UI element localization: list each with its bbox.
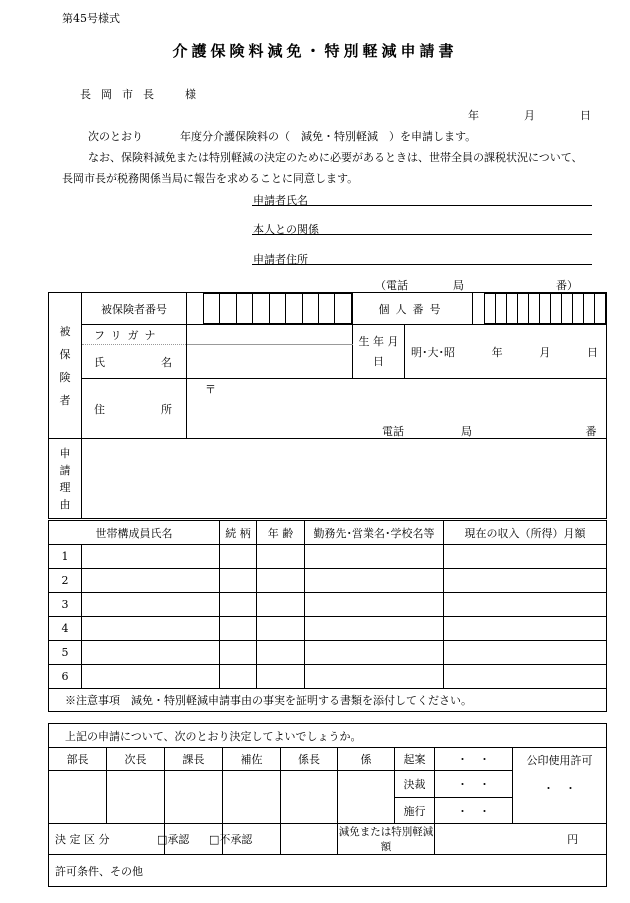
relation-cell[interactable] [220, 641, 257, 665]
birth-date-field[interactable] [405, 325, 607, 379]
name-label: 氏 名 [82, 345, 187, 379]
table-row [49, 617, 607, 641]
intro-line-1b: 年度分介護保険料の（ 減免・特別軽減 ）を申請します。 [180, 130, 477, 143]
insured-table: 被 保 険 者 被保険者番号 個人番号 フリガナ 生 年 月 日 明･大･昭 年 月 日 氏 名 住 所 〒 電話 局 番 申 請 理 由 [48, 292, 607, 519]
mynumber-label: 個人番号 [353, 293, 473, 325]
age-cell[interactable] [257, 545, 305, 569]
row-number: 6 [49, 665, 82, 689]
conditions-label: 許可条件、その他 [55, 864, 143, 878]
applicant-phone-kyoku: 局 [453, 279, 464, 292]
applicant-name-label: 申請者氏名 [253, 194, 308, 207]
row-number: 2 [49, 569, 82, 593]
applicant-address-field[interactable] [252, 264, 592, 265]
decision-spacer [281, 824, 338, 855]
relation-cell[interactable] [220, 545, 257, 569]
intro-line-3: 長岡市長が税務関係当局に報告を求めることに同意します。 [62, 172, 359, 185]
member-name-cell[interactable] [82, 617, 220, 641]
relation-cell[interactable] [220, 617, 257, 641]
amount-unit: 円 [567, 833, 579, 846]
member-name-cell[interactable] [82, 665, 220, 689]
applicant-phone-ban: 番） [556, 279, 578, 292]
reason-field[interactable] [82, 439, 607, 519]
date-line [468, 107, 591, 123]
name-field[interactable] [187, 345, 353, 379]
process-value-kian[interactable]: ・ ・ [435, 748, 513, 771]
decision-label: 決 定 区 分 [49, 824, 165, 855]
applicant-relation-label: 本人との関係 [253, 223, 319, 236]
date-month: 月 [524, 109, 535, 122]
reason-side-label: 申 請 理 由 [49, 439, 82, 519]
table-row [49, 665, 607, 689]
member-name-cell[interactable] [82, 641, 220, 665]
age-cell[interactable] [257, 665, 305, 689]
row-number: 5 [49, 641, 82, 665]
page-title: 介護保険料減免・特別軽減申請書 [172, 42, 458, 60]
table-row [49, 641, 607, 665]
workplace-cell[interactable] [305, 545, 444, 569]
process-value-seko[interactable]: ・ ・ [435, 798, 513, 824]
approve-checkbox[interactable]: □承認 [165, 824, 223, 855]
household-header-workplace: 勤務先･営業名･学校名等 [305, 521, 444, 545]
seal-value: ・ ・ [543, 782, 577, 795]
age-cell[interactable] [257, 617, 305, 641]
member-name-cell[interactable] [82, 569, 220, 593]
birth-era: 明･大･昭 [411, 345, 455, 359]
insured-number-field[interactable] [187, 293, 353, 325]
furigana-label: フリガナ [82, 325, 187, 345]
table-row [49, 593, 607, 617]
reject-checkbox[interactable]: □不承認 [223, 824, 281, 855]
age-cell[interactable] [257, 641, 305, 665]
applicant-relation-field[interactable] [252, 234, 592, 235]
relation-cell[interactable] [220, 569, 257, 593]
applicant-address-label: 申請者住所 [253, 253, 308, 266]
member-name-cell[interactable] [82, 545, 220, 569]
relation-cell[interactable] [220, 593, 257, 617]
address-label: 住 所 [82, 379, 187, 439]
seal-label: 公印使用許可 [526, 754, 593, 767]
applicant-phone-open: （電話 [375, 279, 408, 292]
household-header-name: 世帯構成員氏名 [49, 521, 220, 545]
household-table [48, 520, 607, 712]
income-cell[interactable] [444, 665, 607, 689]
amount-field[interactable] [435, 824, 607, 855]
row-number: 3 [49, 593, 82, 617]
approval-table [48, 723, 607, 887]
relation-cell[interactable] [220, 665, 257, 689]
household-header-income: 現在の収入（所得）月額 [444, 521, 607, 545]
stamp-bucho[interactable] [49, 771, 107, 824]
income-cell[interactable] [444, 617, 607, 641]
income-cell[interactable] [444, 593, 607, 617]
stamp-jicho[interactable] [107, 771, 165, 824]
postal-mark: 〒 [205, 383, 216, 396]
birth-month: 月 [539, 345, 551, 359]
income-cell[interactable] [444, 641, 607, 665]
insured-side-label: 被 保 険 者 [49, 293, 82, 439]
intro-line-2: なお、保険料減免または特別軽減の決定のために必要があるときは、世帯全員の課税状況について、 [88, 151, 583, 164]
stamp-kakari[interactable] [338, 771, 395, 824]
role-kakari: 係 [338, 748, 395, 771]
age-cell[interactable] [257, 569, 305, 593]
process-label-kian: 起案 [395, 748, 435, 771]
workplace-cell[interactable] [305, 665, 444, 689]
workplace-cell[interactable] [305, 641, 444, 665]
amount-label: 減免または特別軽減額 [338, 824, 435, 855]
process-value-kessai[interactable]: ・ ・ [435, 771, 513, 798]
age-cell[interactable] [257, 593, 305, 617]
household-header-age: 年 齢 [257, 521, 305, 545]
income-cell[interactable] [444, 569, 607, 593]
process-label-seko: 施行 [395, 798, 435, 824]
member-name-cell[interactable] [82, 593, 220, 617]
applicant-name-field[interactable] [252, 205, 592, 206]
workplace-cell[interactable] [305, 569, 444, 593]
insured-number-label: 被保険者番号 [82, 293, 187, 325]
role-kakaricho: 係長 [281, 748, 338, 771]
table-row [49, 569, 607, 593]
intro-line-1a: 次のとおり [88, 130, 143, 143]
income-cell[interactable] [444, 545, 607, 569]
address-phone-label: 電話 [382, 425, 404, 438]
date-day: 日 [580, 109, 591, 122]
row-number: 4 [49, 617, 82, 641]
date-year: 年 [468, 109, 479, 122]
addressee: 長岡市長 様 [80, 88, 206, 101]
mynumber-field[interactable] [473, 293, 607, 325]
household-header-relation: 続 柄 [220, 521, 257, 545]
form-number: 第45号様式 [62, 12, 120, 25]
role-kacho: 課長 [165, 748, 223, 771]
birth-label: 生 年 月 日 [353, 325, 405, 379]
workplace-cell[interactable] [305, 617, 444, 641]
approval-prompt: 上記の申請について、次のとおり決定してよいでしょうか。 [49, 724, 607, 748]
household-note: ※注意事項 減免・特別軽減申請事由の事実を証明する書類を添付してください。 [49, 689, 607, 712]
role-hosa: 補佐 [223, 748, 281, 771]
seal-permit[interactable] [513, 748, 607, 824]
address-phone-kyoku: 局 [461, 425, 472, 438]
address-field[interactable] [187, 379, 607, 439]
role-jicho: 次長 [107, 748, 165, 771]
table-row [49, 545, 607, 569]
stamp-kacho[interactable] [165, 771, 223, 824]
furigana-field[interactable] [187, 325, 353, 345]
workplace-cell[interactable] [305, 593, 444, 617]
role-bucho: 部長 [49, 748, 107, 771]
birth-year: 年 [491, 345, 503, 359]
row-number: 1 [49, 545, 82, 569]
stamp-kakaricho[interactable] [281, 771, 338, 824]
conditions-field[interactable] [49, 855, 607, 887]
process-label-kessai: 決裁 [395, 771, 435, 798]
birth-day: 日 [586, 345, 598, 359]
stamp-hosa[interactable] [223, 771, 281, 824]
